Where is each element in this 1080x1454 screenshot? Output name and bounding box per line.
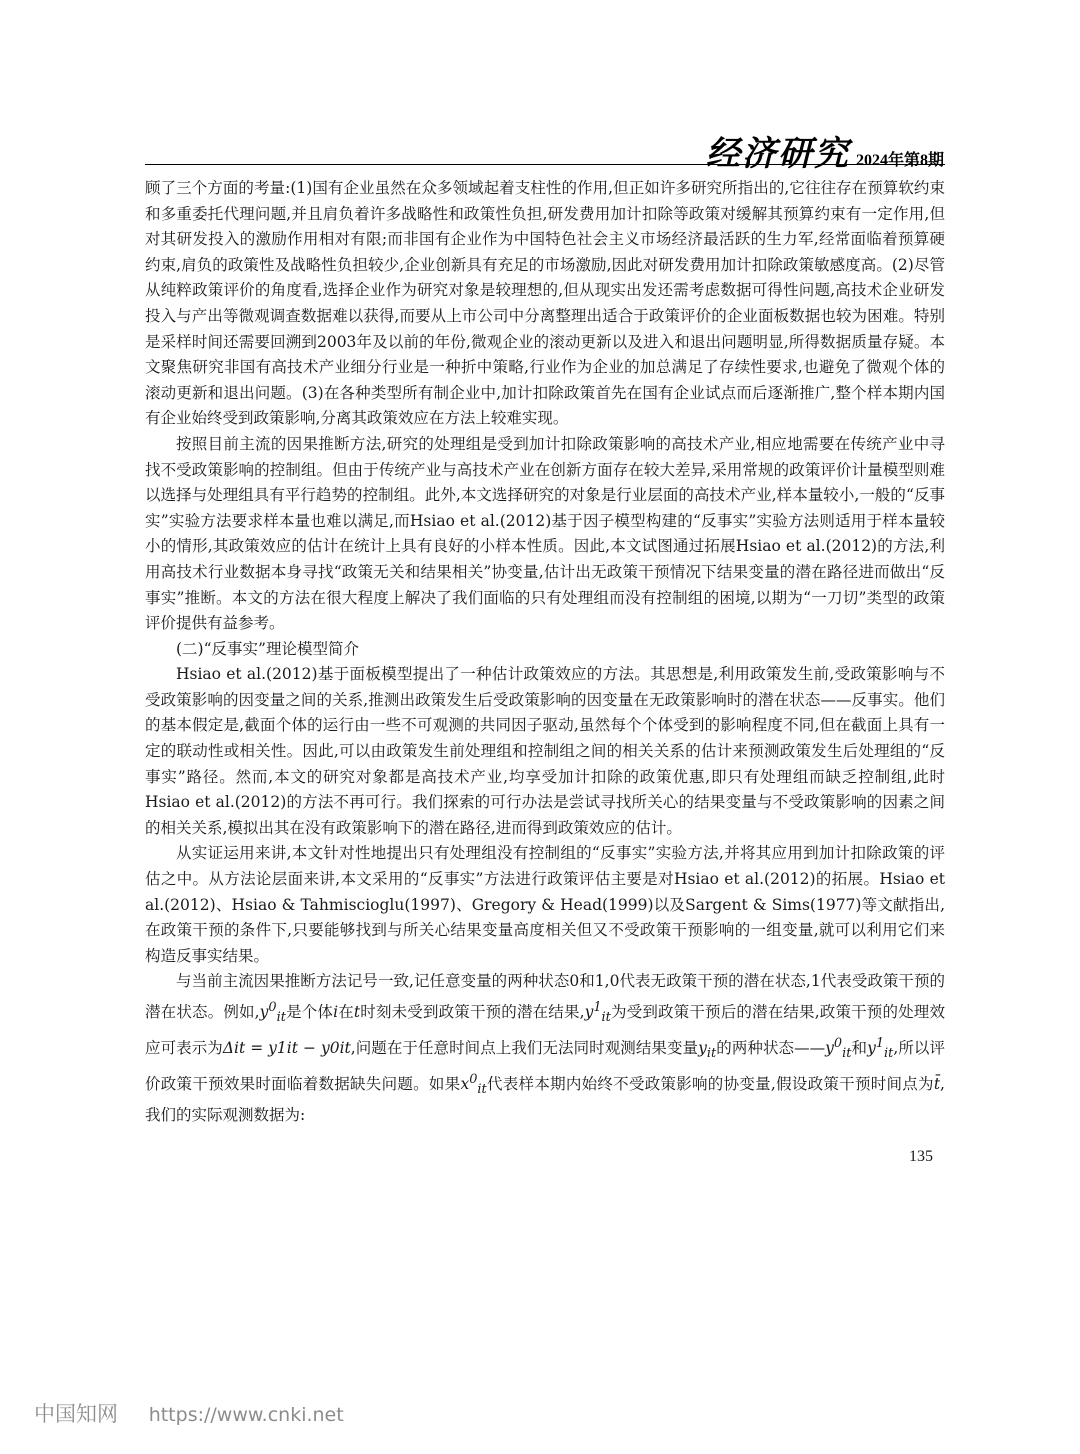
math-i: i [333,1003,339,1022]
paragraph-notation: 与当前主流因果推断方法记号一致,记任意变量的两种状态0和1,0代表无政策干预的潜在状态,1代表受政策干预的潜在状态。例如$,y^0_{it}$是个体i在t时刻未受到政策干预的潜在结果$,y^1_{it}$为受到政策干预后的潜在结果,政策干预的处理效应可表示为Δit = y1it − y0it,问题在于任意时间点上我们无法同时观测结果变量$y_{it}$的两种状态$——y^0_{it}$和$y^1_{it}$,所以评价政策干预效果时面临着数据缺失问题。如果$x^0_{it}$代表样本期内始终不受政策影响的协变量,假设政策干预时间点为t̄,我们的实际观测数据为: [145,972,945,1124]
math-t: t [353,1003,361,1022]
math-x0: $x^0_{it}$ [460,1071,487,1097]
page-number: 135 [909,1148,933,1165]
paragraph: 从实证运用来讲,本文针对性地提出只有处理组没有控制组的“反事实”实验方法,并将其应用到加计扣除政策的评估之中。从方法论层面来讲,本文采用的“反事实”方法进行政策评估主要是对Hsiao et al.(2012)的拓展。Hsiao et al.(2012)、Hsiao & Tahmiscioglu(1997)、Gregory & Head(1999)以及Sargent & Sims(1977)等文献指出,在政策干预的条件下,只要能够找到与所关心结果变量高度相关但又不受政策干预影响的一组变量,就可以利用它们来构造反事实结果。 [145,844,945,965]
math-yit: $y_{it}$ [698,1039,717,1062]
math-formula: Δit = y1it − y0it [222,1039,351,1057]
paragraph: Hsiao et al.(2012)基于面板模型提出了一种估计政策效应的方法。其思想是,利用政策发生前,受政策影响与不受政策影响的因变量之间的关系,推测出政策发生后受政策影响的因变量在无政策影响时的潜在状态——反事实。他们的基本假定是,截面个体的运行由一些不可观测的共同因子驱动,虽然每个个体受到的影响程度不同,但在截面上具有一定的联动性或相关性。因此,可以由政策发生前处理组和控制组之间的相关关系的估计来预测政策发生后处理组的“反事实”路径。然而,本文的研究对象都是高技术产业,均享受加计扣除的政策优惠,即只有处理组而缺乏控制组,此时Hsiao et al.(2012)的方法不再可行。我们探索的可行办法是尝试寻找所关心的结果变量与不受政策影响的因素之间的相关关系,模拟出其在没有政策影响下的潜在路径,进而得到政策效应的估计。 [145,665,945,837]
watermark-url[interactable]: https://www.cnki.net [148,1404,344,1426]
watermark-name: 中国知网 [34,1402,118,1426]
running-header [706,126,944,175]
paragraph: 按照目前主流的因果推断方法,研究的处理组是受到加计扣除政策影响的高技术产业,相应地需要在传统产业中寻找不受政策影响的控制组。但由于传统产业与高技术产业在创新方面存在较大差异,采用常规的政策评价计量模型则难以选择与处理组具有平行趋势的控制组。此外,本文选择研究的对象是行业层面的高技术产业,样本量较小,一般的“反事实”实验方法要求样本量也难以满足,而Hsiao et al.(2012)基于因子模型构建的“反事实”实验方法则适用于样本量较小的情形,其政策效应的估计在统计上具有良好的小样本性质。因此,本文试图通过拓展Hsiao et al.(2012)的方法,利用高技术行业数据本身寻找“政策无关和结果相关”协变量,估计出无政策干预情况下结果变量的潜在路径进而做出“反事实”推断。本文的方法在很大程度上解决了我们面临的只有处理组而没有控制组的困境,以期为“一刀切”类型的政策评价提供有益参考。 [145,434,945,633]
issue-label: 2024年第8期 [855,152,944,169]
body-text [145,176,945,1128]
paragraph-continuation: 顾了三个方面的考量:(1)国有企业虽然在众多领域起着支柱性的作用,但正如许多研究所指出的,它往往存在预算软约束和多重委托代理问题,并且肩负着许多战略性和政策性负担,研发费用加计扣除等政策对缓解其预算约束有一定作用,但对其研发投入的激励作用相对有限;而非国有企业作为中国特色社会主义市场经济最活跃的生力军,经常面临着预算硬约束,肩负的政策性及战略性负担较少,企业创新具有充足的市场激励,因此对研发费用加计扣除政策敏感度高。(2)尽管从纯粹政策评价的角度看,选择企业作为研究对象是较理想的,但从现实出发还需考虑数据可得性问题,高技术企业研发投入与产出等微观调查数据难以获得,而要从上市公司中分离整理出适合于政策评价的企业面板数据也较为困难。特别是采样时间还需要回溯到2003年及以前的年份,微观企业的滚动更新以及进入和退出问题明显,所得数据质量存疑。本文聚焦研究非国有高技术产业细分行业是一种折中策略,行业作为企业的加总满足了存续性要求,也避免了微观个体的滚动更新和退出问题。(3)在各种类型所有制企业中,加计扣除政策首先在国有企业试点而后逐渐推广,整个样本期内国有企业始终受到政策影响,分离其政策效应在方法上较难实现。 [145,179,945,428]
journal-logo: 经济研究 [705,134,850,174]
cnki-watermark [34,1398,344,1428]
math-y1: $y^1_{it}$ [867,1035,894,1062]
header-rule [145,164,945,165]
section-heading: (二)“反事实”理论模型简介 [176,639,359,658]
math-y0: $y^0_{it}$ [825,1035,852,1062]
math-tbar: t̄ [933,1074,941,1093]
math-y1: $y^1_{it}$ [584,1000,611,1026]
math-y0: $y^0_{it}$ [259,1000,286,1026]
